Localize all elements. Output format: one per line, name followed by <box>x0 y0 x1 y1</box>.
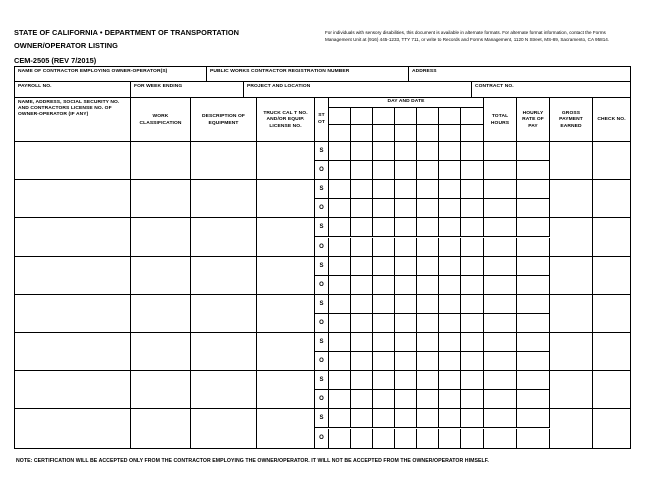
gross-payment-cell[interactable] <box>550 295 593 333</box>
day-cell[interactable] <box>373 257 395 276</box>
day-cell[interactable] <box>439 333 461 352</box>
day-cell[interactable] <box>417 333 439 352</box>
day-cell[interactable] <box>439 218 461 237</box>
column-header-day-and-date <box>329 98 484 108</box>
day-cell[interactable] <box>373 390 395 409</box>
table-row-name-address[interactable] <box>15 180 131 218</box>
label-check-number: CHECK NO. <box>597 117 626 123</box>
day-cell[interactable] <box>351 161 373 180</box>
day-cell[interactable] <box>417 409 439 428</box>
table-row-truck-license[interactable] <box>257 333 315 371</box>
label-registration-number: PUBLIC WORKS CONTRACTOR REGISTRATION NUMBER <box>210 69 350 74</box>
hourly-rate-cell[interactable] <box>517 295 550 314</box>
day-cell[interactable] <box>461 429 484 449</box>
day-cell[interactable] <box>373 371 395 390</box>
day-cell[interactable] <box>395 295 417 314</box>
table-row-work-classification[interactable] <box>131 333 191 371</box>
hourly-rate-cell[interactable] <box>517 257 550 276</box>
footer-note: NOTE: CERTIFICATION WILL BE ACCEPTED ONLY FROM THE CONTRACTOR EMPLOYING THE OWNER/OPERATOR. IT WILL NOT BE ACCEPTED FROM THE OWNER/OPERATOR HIMSELF. <box>16 458 489 464</box>
day-cell[interactable] <box>373 333 395 352</box>
table-row-work-classification[interactable] <box>131 257 191 295</box>
day-cell[interactable] <box>351 218 373 237</box>
table-row-truck-license[interactable] <box>257 409 315 448</box>
column-header-total-hours <box>484 98 517 142</box>
check-number-cell[interactable] <box>593 371 630 409</box>
table-row-st-cell <box>315 371 329 390</box>
table-row-name-address[interactable] <box>15 142 131 180</box>
label-day-and-date: DAY AND DATE <box>387 99 425 104</box>
label-st: ST <box>318 113 325 119</box>
total-hours-cell[interactable] <box>484 161 517 180</box>
hourly-rate-cell[interactable] <box>517 276 550 295</box>
day-cell[interactable] <box>395 238 417 257</box>
column-header-truck-license <box>257 98 315 142</box>
table-row-st-cell <box>315 295 329 314</box>
day-cell[interactable] <box>417 199 439 218</box>
day-cell[interactable] <box>395 371 417 390</box>
day-cell[interactable] <box>417 276 439 295</box>
day-cell[interactable] <box>395 390 417 409</box>
table-row-description[interactable] <box>191 142 257 180</box>
day-cell[interactable] <box>373 218 395 237</box>
day-cell[interactable] <box>461 333 484 352</box>
field-payroll-number[interactable] <box>15 82 131 98</box>
day-cell[interactable] <box>395 276 417 295</box>
day-cell[interactable] <box>351 276 373 295</box>
date-header-cell[interactable] <box>439 125 461 142</box>
day-cell[interactable] <box>417 295 439 314</box>
day-cell[interactable] <box>329 218 351 237</box>
table-row-description[interactable] <box>191 257 257 295</box>
total-hours-cell[interactable] <box>484 352 517 371</box>
day-cell[interactable] <box>351 199 373 218</box>
day-cell[interactable] <box>351 390 373 409</box>
table-row-work-classification[interactable] <box>131 180 191 218</box>
table-row-st-cell <box>315 257 329 276</box>
table-row-name-address[interactable] <box>15 218 131 256</box>
table-row-truck-license[interactable] <box>257 142 315 180</box>
date-header-cell[interactable] <box>329 125 351 142</box>
table-row-work-classification[interactable] <box>131 295 191 333</box>
total-hours-cell[interactable] <box>484 371 517 390</box>
ot-letter: O <box>319 319 324 326</box>
day-cell[interactable] <box>417 314 439 333</box>
ot-letter: O <box>319 281 324 288</box>
table-row-name-address[interactable] <box>15 333 131 371</box>
day-cell[interactable] <box>439 409 461 428</box>
day-cell[interactable] <box>417 142 439 161</box>
gross-payment-cell[interactable] <box>550 409 593 448</box>
day-cell[interactable] <box>351 429 373 449</box>
day-cell[interactable] <box>395 199 417 218</box>
day-cell[interactable] <box>395 409 417 428</box>
total-hours-cell[interactable] <box>484 238 517 257</box>
day-cell[interactable] <box>461 352 484 371</box>
table-row-truck-license[interactable] <box>257 295 315 333</box>
table-row-description[interactable] <box>191 333 257 371</box>
label-description-equipment: DESCRIPTION OF EQUIPMENT <box>202 114 245 126</box>
table-row-ot-cell <box>315 314 329 333</box>
day-cell[interactable] <box>329 257 351 276</box>
table-row-ot-cell <box>315 238 329 257</box>
column-header-st-ot <box>315 98 329 142</box>
day-cell[interactable] <box>395 257 417 276</box>
date-header-cell[interactable] <box>373 125 395 142</box>
day-cell[interactable] <box>461 199 484 218</box>
total-hours-cell[interactable] <box>484 314 517 333</box>
day-cell[interactable] <box>417 371 439 390</box>
hourly-rate-cell[interactable] <box>517 142 550 161</box>
check-number-cell[interactable] <box>593 333 630 371</box>
check-number-cell[interactable] <box>593 257 630 295</box>
day-cell[interactable] <box>461 295 484 314</box>
day-cell[interactable] <box>395 142 417 161</box>
day-cell[interactable] <box>439 390 461 409</box>
day-cell[interactable] <box>351 142 373 161</box>
day-cell[interactable] <box>395 429 417 449</box>
hourly-rate-cell[interactable] <box>517 199 550 218</box>
ot-letter: O <box>319 396 324 403</box>
day-cell[interactable] <box>461 409 484 428</box>
day-cell[interactable] <box>395 161 417 180</box>
label-payroll-number: PAYROLL NO. <box>18 84 52 89</box>
day-cell[interactable] <box>439 161 461 180</box>
field-address[interactable] <box>409 67 630 82</box>
table-row-st-cell <box>315 180 329 199</box>
table-row-work-classification[interactable] <box>131 409 191 448</box>
st-letter: S <box>319 224 324 231</box>
hourly-rate-cell[interactable] <box>517 429 550 449</box>
table-row-truck-license[interactable] <box>257 371 315 409</box>
st-letter: S <box>319 148 324 155</box>
st-letter: S <box>319 377 324 384</box>
check-number-cell[interactable] <box>593 218 630 256</box>
date-header-cell[interactable] <box>417 125 439 142</box>
day-cell[interactable] <box>395 218 417 237</box>
field-week-ending[interactable] <box>131 82 244 98</box>
hourly-rate-cell[interactable] <box>517 333 550 352</box>
total-hours-cell[interactable] <box>484 257 517 276</box>
day-cell[interactable] <box>329 371 351 390</box>
ot-letter: O <box>319 243 324 250</box>
table-row-truck-license[interactable] <box>257 180 315 218</box>
day-cell[interactable] <box>329 180 351 199</box>
hourly-rate-cell[interactable] <box>517 218 550 237</box>
day-cell[interactable] <box>395 352 417 371</box>
label-project-location: PROJECT AND LOCATION <box>247 84 311 89</box>
day-cell[interactable] <box>439 314 461 333</box>
header-left <box>14 27 314 65</box>
label-week-ending: FOR WEEK ENDING <box>134 84 183 89</box>
day-cell[interactable] <box>417 161 439 180</box>
day-cell[interactable] <box>439 295 461 314</box>
day-cell[interactable] <box>329 314 351 333</box>
table-row-st-cell <box>315 409 329 428</box>
st-letter: S <box>319 186 324 193</box>
table-row-work-classification[interactable] <box>131 218 191 256</box>
day-cell[interactable] <box>439 371 461 390</box>
total-hours-cell[interactable] <box>484 409 517 428</box>
table-row-truck-license[interactable] <box>257 257 315 295</box>
day-header-cell[interactable] <box>373 108 395 125</box>
day-cell[interactable] <box>439 352 461 371</box>
day-cell[interactable] <box>373 352 395 371</box>
ada-notice: For individuals with sensory disabilities, this document is available in alternate formats. For alternate format information, contact the Forms Management Unit at (916) 445-1233, TTY 711, or write to Records and Forms Management, 1120 N Street, MS-89, Sacramento, CA 95814. <box>325 30 610 43</box>
label-truck-license: TRUCK CAL T NO. AND/OR EQUIP. LICENSE NO. <box>263 111 308 129</box>
table-row-description[interactable] <box>191 295 257 333</box>
hourly-rate-cell[interactable] <box>517 161 550 180</box>
label-ot: OT <box>318 119 325 125</box>
day-cell[interactable] <box>417 352 439 371</box>
day-cell[interactable] <box>439 276 461 295</box>
ot-letter: O <box>319 435 324 442</box>
day-cell[interactable] <box>329 295 351 314</box>
column-header-work-classification <box>131 98 191 142</box>
day-cell[interactable] <box>461 218 484 237</box>
day-header-cell[interactable] <box>417 108 439 125</box>
total-hours-cell[interactable] <box>484 142 517 161</box>
day-cell[interactable] <box>417 429 439 449</box>
table-row-st-cell <box>315 333 329 352</box>
day-cell[interactable] <box>461 371 484 390</box>
hourly-rate-cell[interactable] <box>517 314 550 333</box>
date-header-cell[interactable] <box>351 125 373 142</box>
gross-payment-cell[interactable] <box>550 257 593 295</box>
table-row-ot-cell <box>315 390 329 409</box>
day-cell[interactable] <box>329 390 351 409</box>
day-cell[interactable] <box>373 161 395 180</box>
label-gross-payment: GROSS PAYMENT EARNED <box>559 111 583 129</box>
day-cell[interactable] <box>417 180 439 199</box>
label-name-address: NAME, ADDRESS, SOCIAL SECURITY NO. AND CONTRACTORS LICENSE NO. OF OWNER-OPERATOR (IF ANY) <box>18 100 120 118</box>
table-row-work-classification[interactable] <box>131 142 191 180</box>
ot-letter: O <box>319 205 324 212</box>
total-hours-cell[interactable] <box>484 390 517 409</box>
day-cell[interactable] <box>461 238 484 257</box>
day-cell[interactable] <box>439 142 461 161</box>
table-row-st-cell <box>315 218 329 237</box>
hourly-rate-cell[interactable] <box>517 371 550 390</box>
table-row-name-address[interactable] <box>15 371 131 409</box>
field-contract-number[interactable] <box>472 82 630 98</box>
day-cell[interactable] <box>417 238 439 257</box>
day-cell[interactable] <box>329 161 351 180</box>
day-cell[interactable] <box>329 238 351 257</box>
day-cell[interactable] <box>461 390 484 409</box>
day-cell[interactable] <box>329 409 351 428</box>
column-header-check-number <box>593 98 630 142</box>
table-row-name-address[interactable] <box>15 295 131 333</box>
total-hours-cell[interactable] <box>484 333 517 352</box>
table-row-description[interactable] <box>191 409 257 448</box>
st-letter: S <box>319 300 324 307</box>
hourly-rate-cell[interactable] <box>517 238 550 257</box>
day-header-cell[interactable] <box>395 108 417 125</box>
label-work-classification: WORK CLASSIFICATION <box>139 114 182 126</box>
day-cell[interactable] <box>351 409 373 428</box>
day-cell[interactable] <box>351 257 373 276</box>
total-hours-cell[interactable] <box>484 429 517 449</box>
agency-line: STATE OF CALIFORNIA • DEPARTMENT OF TRANSPORTATION <box>14 28 240 37</box>
total-hours-cell[interactable] <box>484 276 517 295</box>
day-cell[interactable] <box>351 314 373 333</box>
day-header-cell[interactable] <box>329 108 351 125</box>
gross-payment-cell[interactable] <box>550 218 593 256</box>
table-row-ot-cell <box>315 276 329 295</box>
table-row-work-classification[interactable] <box>131 371 191 409</box>
label-contractor-name: NAME OF CONTRACTOR EMPLOYING OWNER-OPERATOR(S) <box>18 69 168 74</box>
day-cell[interactable] <box>417 257 439 276</box>
gross-payment-cell[interactable] <box>550 180 593 218</box>
day-cell[interactable] <box>417 218 439 237</box>
day-cell[interactable] <box>351 238 373 257</box>
table-row-ot-cell <box>315 161 329 180</box>
hourly-rate-cell[interactable] <box>517 409 550 428</box>
hourly-rate-cell[interactable] <box>517 390 550 409</box>
date-header-cell[interactable] <box>395 125 417 142</box>
form-title: OWNER/OPERATOR LISTING <box>14 41 118 51</box>
total-hours-cell[interactable] <box>484 295 517 314</box>
gross-payment-cell[interactable] <box>550 333 593 371</box>
day-cell[interactable] <box>373 429 395 449</box>
table-row-ot-cell <box>315 199 329 218</box>
column-header-description-equipment <box>191 98 257 142</box>
day-cell[interactable] <box>439 238 461 257</box>
check-number-cell[interactable] <box>593 180 630 218</box>
form-header <box>14 27 630 65</box>
ot-letter: O <box>319 358 324 365</box>
day-cell[interactable] <box>395 180 417 199</box>
day-cell[interactable] <box>439 257 461 276</box>
day-cell[interactable] <box>373 180 395 199</box>
label-hourly-rate: HOURLY RATE OF PAY <box>522 111 544 129</box>
day-cell[interactable] <box>351 333 373 352</box>
day-cell[interactable] <box>351 371 373 390</box>
gross-payment-cell[interactable] <box>550 142 593 180</box>
total-hours-cell[interactable] <box>484 218 517 237</box>
day-cell[interactable] <box>373 142 395 161</box>
column-header-hourly-rate <box>517 98 550 142</box>
day-cell[interactable] <box>461 314 484 333</box>
gross-payment-cell[interactable] <box>550 371 593 409</box>
day-cell[interactable] <box>373 199 395 218</box>
table-row-ot-cell <box>315 352 329 371</box>
day-cell[interactable] <box>351 295 373 314</box>
column-header-name-address <box>15 98 131 142</box>
day-cell[interactable] <box>351 352 373 371</box>
table-row-name-address[interactable] <box>15 409 131 448</box>
day-cell[interactable] <box>329 199 351 218</box>
day-header-cell[interactable] <box>439 108 461 125</box>
day-cell[interactable] <box>461 276 484 295</box>
st-letter: S <box>319 262 324 269</box>
column-header-gross-payment <box>550 98 593 142</box>
form-number: CEM-2505 (REV 7/2015) <box>14 56 97 66</box>
table-row-name-address[interactable] <box>15 257 131 295</box>
table-row-truck-license[interactable] <box>257 218 315 256</box>
label-contract-number: CONTRACT NO. <box>475 84 514 89</box>
label-total-hours: TOTAL HOURS <box>490 114 510 126</box>
day-cell[interactable] <box>351 180 373 199</box>
day-cell[interactable] <box>373 409 395 428</box>
field-contractor-name[interactable] <box>15 67 207 82</box>
day-cell[interactable] <box>329 333 351 352</box>
day-cell[interactable] <box>395 314 417 333</box>
day-cell[interactable] <box>373 295 395 314</box>
field-registration-number[interactable] <box>207 67 409 82</box>
day-cell[interactable] <box>373 276 395 295</box>
day-cell[interactable] <box>373 238 395 257</box>
table-row-description[interactable] <box>191 371 257 409</box>
day-cell[interactable] <box>439 199 461 218</box>
day-cell[interactable] <box>461 180 484 199</box>
payroll-table <box>14 66 631 449</box>
st-letter: S <box>319 339 324 346</box>
check-number-cell[interactable] <box>593 142 630 180</box>
field-project-location[interactable] <box>244 82 472 98</box>
day-cell[interactable] <box>373 314 395 333</box>
total-hours-cell[interactable] <box>484 180 517 199</box>
ot-letter: O <box>319 167 324 174</box>
day-cell[interactable] <box>329 429 351 449</box>
table-row-st-cell <box>315 142 329 161</box>
day-cell[interactable] <box>461 257 484 276</box>
day-cell[interactable] <box>417 390 439 409</box>
day-cell[interactable] <box>329 352 351 371</box>
date-header-cell[interactable] <box>461 125 484 142</box>
day-header-cell[interactable] <box>351 108 373 125</box>
total-hours-cell[interactable] <box>484 199 517 218</box>
day-cell[interactable] <box>461 161 484 180</box>
hourly-rate-cell[interactable] <box>517 180 550 199</box>
day-cell[interactable] <box>329 142 351 161</box>
day-cell[interactable] <box>329 276 351 295</box>
table-row-ot-cell <box>315 429 329 449</box>
day-cell[interactable] <box>439 429 461 449</box>
check-number-cell[interactable] <box>593 409 630 448</box>
st-letter: S <box>319 415 324 422</box>
table-row-description[interactable] <box>191 218 257 256</box>
table-row-description[interactable] <box>191 180 257 218</box>
day-cell[interactable] <box>439 180 461 199</box>
hourly-rate-cell[interactable] <box>517 352 550 371</box>
day-header-cell[interactable] <box>461 108 484 125</box>
day-cell[interactable] <box>461 142 484 161</box>
label-address: ADDRESS <box>412 69 437 74</box>
check-number-cell[interactable] <box>593 295 630 333</box>
day-cell[interactable] <box>395 333 417 352</box>
